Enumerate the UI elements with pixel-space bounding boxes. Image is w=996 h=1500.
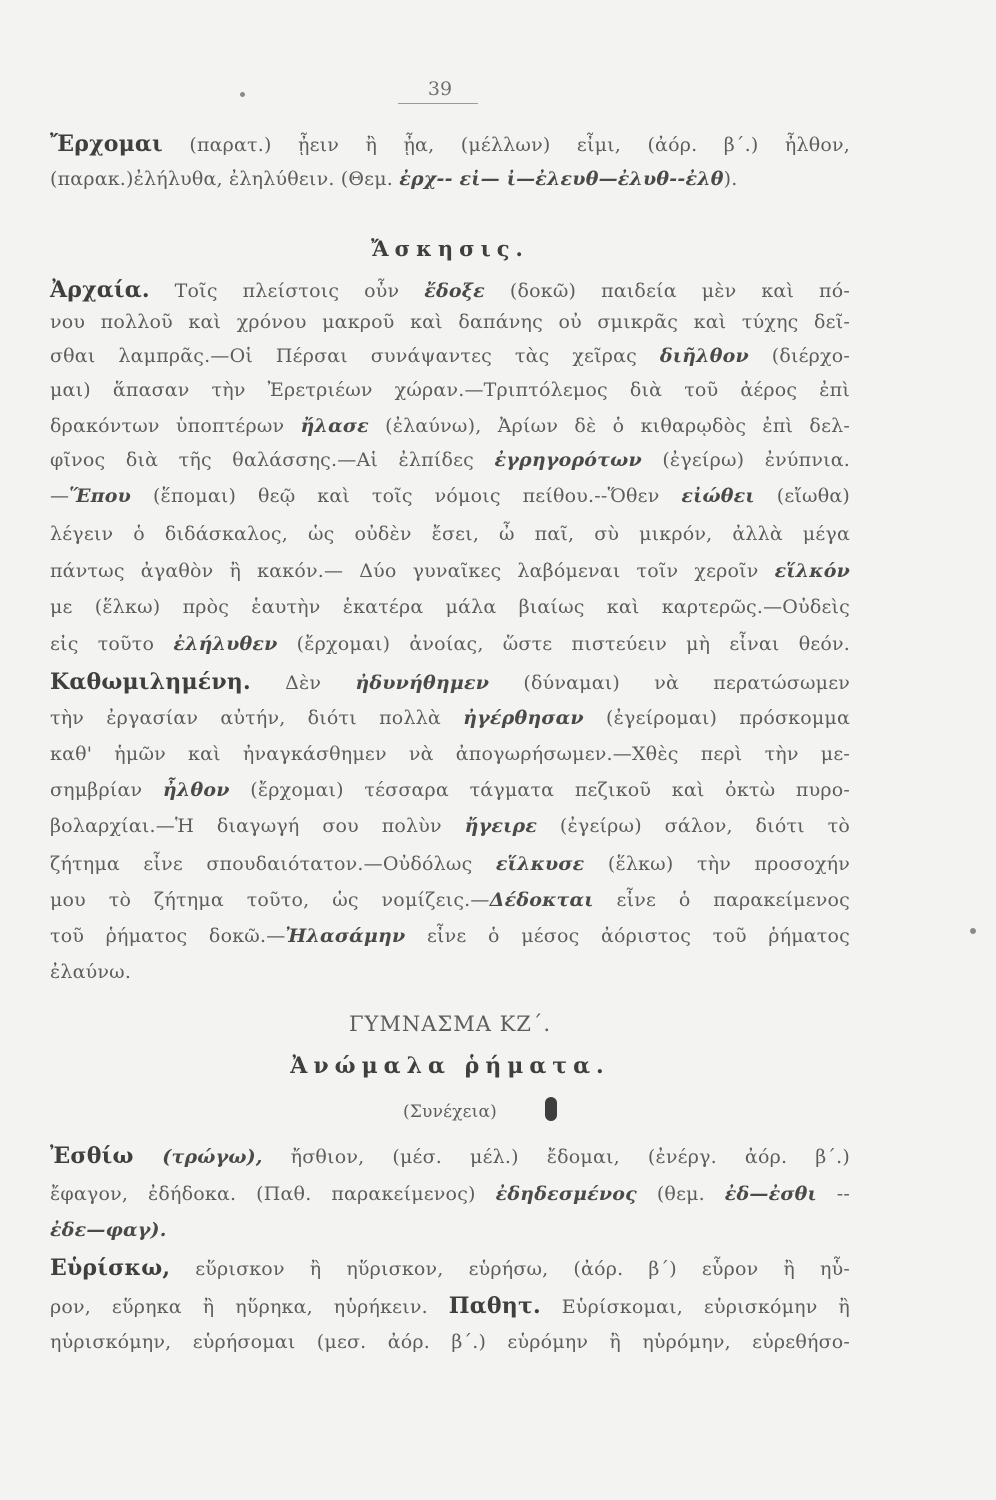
- text-line: [50, 776, 850, 804]
- verb-form: εἰώθει: [681, 485, 755, 507]
- text-span: --: [816, 1183, 850, 1205]
- verb-form: ἤγειρε: [464, 815, 538, 837]
- verb-form: ἐδηδεσμένος: [495, 1183, 637, 1205]
- verb-form: ἐγρηγορότων: [494, 449, 642, 471]
- text-line: [50, 1180, 850, 1208]
- text-line: [50, 812, 850, 840]
- text-span: μου τὸ ζήτημα τοῦτο, ὡς νομίζεις.—: [50, 889, 490, 911]
- text-line: [50, 130, 850, 159]
- text-line: [50, 165, 850, 193]
- verb-form: ἔδοξε: [424, 280, 485, 302]
- section-heading: Ἀνώμαλα ῥήματα.: [290, 1053, 610, 1079]
- text-span: —: [50, 485, 70, 507]
- text-span: Εὑρίσκομαι, εὑρισκόμην ἢ: [540, 1296, 851, 1318]
- text-line: [50, 704, 850, 732]
- stem-list: ἐδε—φαγ).: [50, 1219, 167, 1241]
- text-line: [50, 740, 850, 768]
- text-line: [50, 342, 850, 370]
- text-span: ζήτημα εἶνε σπουδαιότατον.—Οὐδόλως: [50, 853, 496, 875]
- text-line: [50, 482, 850, 510]
- text-span: ηὑρισκόμην, εὑρήσομαι (μεσ. ἀόρ. β΄.) εὑρόμην ἢ ηὑρόμην, εὑρεθήσο-: [50, 1331, 850, 1353]
- text-span: εἰς τοῦτο: [50, 633, 174, 655]
- text-span: (ἔρχομαι) ἀνοίας, ὥστε πιστεύειν μὴ εἶναι θεόν.: [277, 633, 850, 655]
- text-line: [50, 668, 850, 697]
- text-line: [50, 557, 850, 585]
- text-span: καθ' ἡμῶν καὶ ἠναγκάσθημεν νὰ ἀπογωρήσωμεν.—Χθὲς περὶ τὴν με-: [50, 743, 850, 765]
- text-span: (ἐλαύνω), Ἀρίων δὲ ὁ κιθαρῳδὸς ἐπὶ δελ-: [368, 415, 850, 437]
- headword: Ἐσθίω: [50, 1143, 134, 1169]
- text-span: (παρατ.) ᾖειν ἢ ᾖα, (μέλλων) εἶμι, (ἀόρ. β΄.) ἦλθον,: [189, 134, 850, 156]
- text-span: (ἔρχομαι) τέσσαρα τάγματα πεζικοῦ καὶ ὀκτὼ πυρο-: [229, 779, 850, 801]
- headword: Καθωμιλημένη.: [50, 669, 251, 695]
- text-line: [50, 1328, 850, 1356]
- text-span: τοῦ ῥήματος δοκῶ.—: [50, 925, 286, 947]
- text-span: (θεμ.: [636, 1183, 725, 1205]
- text-line: [50, 1216, 850, 1244]
- text-line: [50, 593, 850, 621]
- text-line: [50, 850, 850, 878]
- text-span: Δὲν: [250, 672, 356, 694]
- text-span: μαι) ἅπασαν τὴν Ἐρετριέων χώραν.—Τριπτόλεμος διὰ τοῦ ἀέρος ἐπὶ: [50, 379, 850, 401]
- text-span: νου πολλοῦ καὶ χρόνου μακροῦ καὶ δαπάνης οὐ σμικρᾶς καὶ τύχης δεῖ-: [50, 311, 850, 333]
- page-number: 39: [427, 78, 453, 100]
- verb-form: ἐλήλυθεν: [173, 633, 278, 655]
- text-span: πάντως ἀγαθὸν ἢ κακόν.— Δύο γυναῖκες λαβόμεναι τοῖν χεροῖν: [50, 560, 775, 582]
- text-line: [50, 376, 850, 404]
- ink-speck: [970, 928, 976, 934]
- text-span: ἤσθιον, (μέσ. μέλ.) ἔδομαι, (ἐνέργ. ἀόρ. β΄.): [262, 1146, 850, 1168]
- text-line: [50, 1292, 850, 1321]
- text-span: τὴν ἐργασίαν αὐτήν, διότι πολλὰ: [50, 707, 464, 729]
- verb-form: (τρώγω),: [133, 1146, 263, 1168]
- text-span: (εἴωθα): [754, 485, 850, 507]
- text-line: [50, 1142, 850, 1171]
- text-line: [50, 630, 850, 658]
- text-span: (ἕπομαι) θεῷ καὶ τοῖς νόμοις πείθου.--Ὅθεν: [131, 485, 682, 507]
- headword: Παθητ.: [448, 1293, 541, 1319]
- text-span: σθαι λαμπρᾶς.—Οἱ Πέρσαι συνάψαντες τὰς χεῖρας: [50, 345, 660, 367]
- text-line: [50, 958, 850, 986]
- text-line: [50, 446, 850, 474]
- verb-form: ἠγέρθησαν: [463, 707, 584, 729]
- text-line: [50, 520, 850, 548]
- verb-form: ἤλασε: [300, 415, 369, 437]
- text-span: με (ἕλκω) πρὸς ἑαυτὴν ἑκατέρα μάλα βιαίως καὶ καρτερῶς.—Οὐδεὶς: [50, 596, 850, 618]
- text-line: [50, 276, 850, 305]
- text-span: Τοῖς πλείστοις οὖν: [149, 280, 425, 302]
- text-line: [50, 412, 850, 440]
- verb-form: Δέδοκται: [489, 889, 594, 911]
- text-line: [50, 1254, 850, 1283]
- text-span: εἶνε ὁ μέσος ἀόριστος τοῦ ῥήματος: [405, 925, 850, 947]
- text-span: ἔφαγον, ἐδήδοκα. (Παθ. παρακείμενος): [50, 1183, 496, 1205]
- text-span: λέγειν ὁ διδάσκαλος, ὡς οὐδὲν ἔσει, ὦ παῖ, σὺ μικρόν, ἀλλὰ μέγα: [50, 523, 850, 545]
- text-span: εὕρισκον ἢ ηὕρισκον, εὑρήσω, (ἀόρ. β΄) εὗρον ἢ ηὗ-: [170, 1258, 850, 1280]
- text-span: (ἐγείρομαι) πρόσκομμα: [583, 707, 851, 729]
- verb-form: διῆλθον: [659, 345, 749, 367]
- verb-form: ἠδυνήθημεν: [355, 672, 490, 694]
- section-title: ΓΥΜΝΑΣΜΑ ΚΖ΄.: [348, 1012, 552, 1036]
- page-number-rule: [398, 103, 478, 104]
- text-span: (παρακ.)ἐλήλυθα, ἐληλύθειν. (Θεμ.: [50, 168, 400, 190]
- text-span: εἶνε ὁ παρακείμενος: [593, 889, 850, 911]
- text-span: ρον, εὕρηκα ἢ ηὕρηκα, ηὑρήκειν.: [50, 1296, 449, 1318]
- text-span: (ἕλκω) τὴν προσοχήν: [584, 853, 851, 875]
- text-span: βολαρχίαι.—Ἡ διαγωγή σου πολὺν: [50, 815, 465, 837]
- stem-list: ἐδ—ἐσθι: [724, 1183, 817, 1205]
- text-span: (ἐγείρω) ἐνύπνια.: [641, 449, 850, 471]
- headword: Ἔρχομαι: [50, 131, 163, 157]
- text-span: δρακόντων ὑποπτέρων: [50, 415, 301, 437]
- text-line: [50, 922, 850, 950]
- text-span: (ἐγείρω) σάλον, διότι τὸ: [537, 815, 850, 837]
- text-span: (διέρχο-: [748, 345, 851, 367]
- continuation-note: (Συνέχεια): [402, 1102, 497, 1122]
- text-span: ).: [723, 168, 738, 190]
- text-span: (δοκῶ) παιδεία μὲν καὶ πό-: [484, 280, 850, 302]
- verb-form: ἦλθον: [162, 779, 230, 801]
- text-line: [50, 886, 850, 914]
- verb-form: Ἕπου: [69, 485, 132, 507]
- text-span: ἐλαύνω.: [50, 961, 132, 983]
- text-span: (δύναμαι) νὰ περατώσωμεν: [489, 672, 850, 694]
- stem-list: ἐρχ-- εἰ— ἰ—ἐλευθ—ἐλυθ--ἐλθ: [399, 168, 724, 190]
- text-span: φῖνος διὰ τῆς θαλάσσης.—Αἱ ἐλπίδες: [50, 449, 495, 471]
- verb-form: Ἠλασάμην: [285, 925, 406, 947]
- ink-speck: [240, 92, 245, 97]
- headword: Εὑρίσκω,: [50, 1255, 171, 1281]
- section-heading: Ἄσκησις.: [371, 236, 529, 261]
- headword: Ἀρχαία.: [50, 277, 150, 303]
- verb-form: εἵλκόν: [774, 560, 850, 582]
- text-line: [50, 308, 850, 336]
- verb-form: εἵλκυσε: [495, 853, 585, 875]
- text-span: σημβρίαν: [50, 779, 163, 801]
